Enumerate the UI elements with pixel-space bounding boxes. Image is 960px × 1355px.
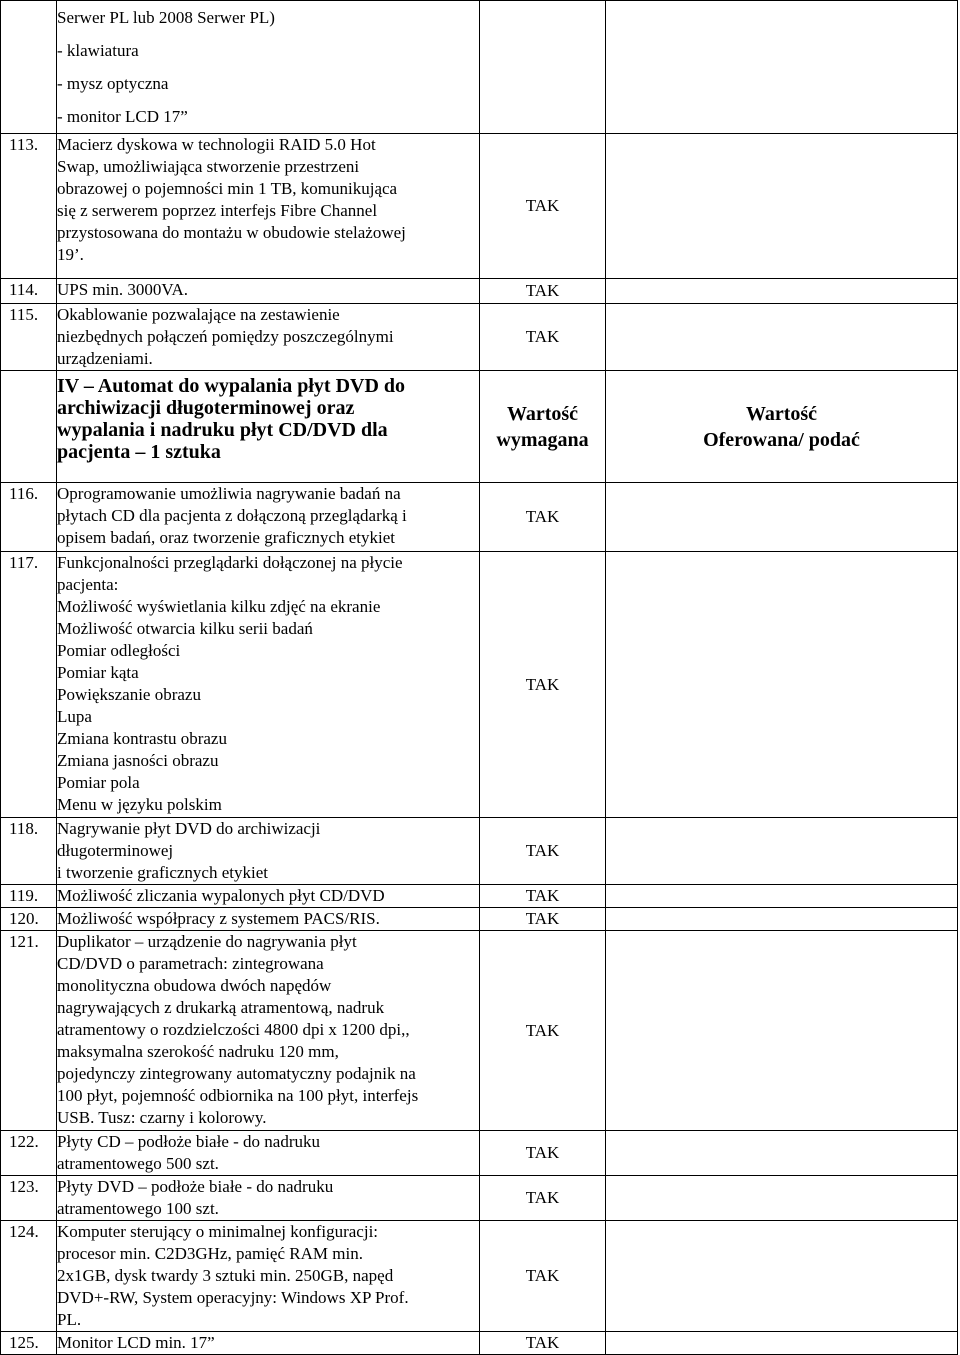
description-line: atramentowego 500 szt. <box>57 1154 219 1173</box>
row-number: 116. <box>1 483 57 552</box>
description-line: maksymalna szerokość nadruku 120 mm, <box>57 1042 339 1061</box>
required-value <box>480 1 606 134</box>
offered-value-cell <box>606 483 958 552</box>
column-header-line: Wartość <box>506 402 579 425</box>
description-line: Funkcjonalności przeglądarki dołączonej na płycie <box>57 553 403 572</box>
description-line: DVD+-RW, System operacyjny: Windows XP Prof. <box>57 1288 409 1307</box>
row-description <box>57 1176 480 1221</box>
section-title-line: IV – Automat do wypalania płyt DVD do <box>57 375 406 397</box>
description-line: Macierz dyskowa w technologii RAID 5.0 Hot <box>57 135 376 154</box>
description-line: Możliwość otwarcia kilku serii badań <box>57 619 313 638</box>
column-header-line: Oferowana/ podać <box>703 428 860 451</box>
offered-value-cell <box>606 304 958 371</box>
required-value: TAK <box>480 1332 606 1355</box>
row-description <box>57 885 480 908</box>
description-line: 2x1GB, dysk twardy 3 sztuki min. 250GB, napęd <box>57 1266 394 1285</box>
row-number <box>1 371 57 483</box>
description-line: monolityczna obudowa dwóch napędów <box>57 976 332 995</box>
description-line: atramentowy o rozdzielczości 4800 dpi x 1200 dpi,, <box>57 1020 410 1039</box>
offered-value-cell <box>606 1332 958 1355</box>
row-description <box>57 1131 480 1176</box>
description-line: Menu w języku polskim <box>57 795 222 814</box>
row-number: 113. <box>1 134 57 279</box>
column-header-line: Wartość <box>745 402 818 425</box>
offered-value-cell <box>606 1131 958 1176</box>
description-line: - monitor LCD 17” <box>57 107 188 126</box>
offered-column-header <box>606 371 958 483</box>
description-line: Komputer sterujący o minimalnej konfiguracji: <box>57 1222 379 1241</box>
description-line: Lupa <box>57 707 92 726</box>
row-number: 121. <box>1 931 57 1131</box>
row-description <box>57 818 480 885</box>
row-number: 122. <box>1 1131 57 1176</box>
required-value: TAK <box>480 931 606 1131</box>
row-number: 123. <box>1 1176 57 1221</box>
description-line: PL. <box>57 1310 82 1329</box>
description-line: obrazowej o pojemności min 1 TB, komunikująca <box>57 179 398 198</box>
required-value: TAK <box>480 908 606 931</box>
description-line: Oprogramowanie umożliwia nagrywanie badań na <box>57 484 401 503</box>
table-row <box>1 1131 958 1176</box>
required-value: TAK <box>480 1131 606 1176</box>
row-number: 117. <box>1 552 57 818</box>
table-row <box>1 279 958 304</box>
row-description <box>57 1 480 134</box>
offered-value-cell <box>606 885 958 908</box>
description-line: Duplikator – urządzenie do nagrywania płyt <box>57 932 357 951</box>
required-value: TAK <box>480 279 606 304</box>
row-description <box>57 134 480 279</box>
offered-value-cell <box>606 931 958 1131</box>
row-number: 125. <box>1 1332 57 1355</box>
section-title-line: wypalania i nadruku płyt CD/DVD dla <box>57 419 388 441</box>
offered-value-cell <box>606 1 958 134</box>
description-line: opisem badań, oraz tworzenie graficznych etykiet <box>57 528 395 547</box>
offered-value-cell <box>606 818 958 885</box>
description-line: pacjenta: <box>57 575 119 594</box>
description-line: Monitor LCD min. 17” <box>57 1333 215 1352</box>
description-line: Pomiar pola <box>57 773 140 792</box>
required-value: TAK <box>480 483 606 552</box>
section-title-line: archiwizacji długoterminowej oraz <box>57 397 355 419</box>
table-row <box>1 885 958 908</box>
description-line: CD/DVD o parametrach: zintegrowana <box>57 954 324 973</box>
section-title-line: pacjenta – 1 sztuka <box>57 441 221 463</box>
row-description <box>57 1332 480 1355</box>
table-row <box>1 552 958 818</box>
description-line: Możliwość współpracy z systemem PACS/RIS. <box>57 909 380 928</box>
description-line: Zmiana kontrastu obrazu <box>57 729 227 748</box>
description-line: Możliwość wyświetlania kilku zdjęć na ekranie <box>57 597 381 616</box>
description-line: płytach CD dla pacjenta z dołączoną przeglądarką i <box>57 506 407 525</box>
offered-value-cell <box>606 134 958 279</box>
description-line: się z serwerem poprzez interfejs Fibre Channel <box>57 201 378 220</box>
offered-value-cell <box>606 1221 958 1332</box>
description-line: Nagrywanie płyt DVD do archiwizacji <box>57 819 321 838</box>
offered-value-cell <box>606 279 958 304</box>
row-number: 115. <box>1 304 57 371</box>
row-description <box>57 931 480 1131</box>
required-value: TAK <box>480 1176 606 1221</box>
description-line: Pomiar odległości <box>57 641 181 660</box>
description-line: przystosowana do montażu w obudowie stelażowej <box>57 223 406 242</box>
description-line: 19’. <box>57 245 84 264</box>
required-value: TAK <box>480 552 606 818</box>
table-row <box>1 483 958 552</box>
description-line: Okablowanie pozwalające na zestawienie <box>57 305 340 324</box>
row-description <box>57 483 480 552</box>
table-row <box>1 304 958 371</box>
required-value: TAK <box>480 304 606 371</box>
table-row <box>1 1176 958 1221</box>
description-line: Pomiar kąta <box>57 663 139 682</box>
description-line: pojedynczy zintegrowany automatyczny podajnik na <box>57 1064 416 1083</box>
description-line: Płyty CD – podłoże białe - do nadruku <box>57 1132 320 1151</box>
required-value: TAK <box>480 134 606 279</box>
description-line: atramentowego 100 szt. <box>57 1199 219 1218</box>
description-line: USB. Tusz: czarny i kolorowy. <box>57 1108 267 1127</box>
row-number <box>1 1 57 134</box>
table-row-continuation <box>1 1 958 134</box>
table-row <box>1 1221 958 1332</box>
table-row <box>1 134 958 279</box>
offered-value-cell <box>606 1176 958 1221</box>
description-line: długoterminowej <box>57 841 174 860</box>
row-description <box>57 279 480 304</box>
description-line: Powiększanie obrazu <box>57 685 201 704</box>
offered-value-cell <box>606 552 958 818</box>
row-description <box>57 908 480 931</box>
required-value: TAK <box>480 818 606 885</box>
row-description <box>57 1221 480 1332</box>
required-value: TAK <box>480 885 606 908</box>
description-line: Serwer PL lub 2008 Serwer PL) <box>57 8 275 27</box>
description-line: i tworzenie graficznych etykiet <box>57 863 268 882</box>
column-header-line: wymagana <box>496 428 589 451</box>
offered-value-cell <box>606 908 958 931</box>
description-line: - klawiatura <box>57 41 139 60</box>
description-line: procesor min. C2D3GHz, pamięć RAM min. <box>57 1244 363 1263</box>
description-line: UPS min. 3000VA. <box>57 280 188 299</box>
description-line: 100 płyt, pojemność odbiornika na 100 płyt, interfejs <box>57 1086 419 1105</box>
description-line: Swap, umożliwiająca stworzenie przestrzeni <box>57 157 360 176</box>
description-line: Zmiana jasności obrazu <box>57 751 219 770</box>
row-number: 114. <box>1 279 57 304</box>
description-line: urządzeniami. <box>57 349 153 368</box>
section-header-row <box>1 371 958 483</box>
description-line: nagrywających z drukarką atramentową, nadruk <box>57 998 385 1017</box>
description-line: Płyty DVD – podłoże białe - do nadruku <box>57 1177 334 1196</box>
row-number: 119. <box>1 885 57 908</box>
row-description <box>57 552 480 818</box>
row-description <box>57 304 480 371</box>
description-line: niezbędnych połączeń pomiędzy poszczególnymi <box>57 327 394 346</box>
table-row <box>1 908 958 931</box>
description-line: Możliwość zliczania wypalonych płyt CD/DVD <box>57 886 385 905</box>
row-number: 124. <box>1 1221 57 1332</box>
section-title <box>57 371 480 483</box>
required-value: TAK <box>480 1221 606 1332</box>
table-row <box>1 1332 958 1355</box>
table-row <box>1 931 958 1131</box>
table-row <box>1 818 958 885</box>
row-number: 120. <box>1 908 57 931</box>
row-number: 118. <box>1 818 57 885</box>
required-column-header <box>480 371 606 483</box>
description-line: - mysz optyczna <box>57 74 169 93</box>
